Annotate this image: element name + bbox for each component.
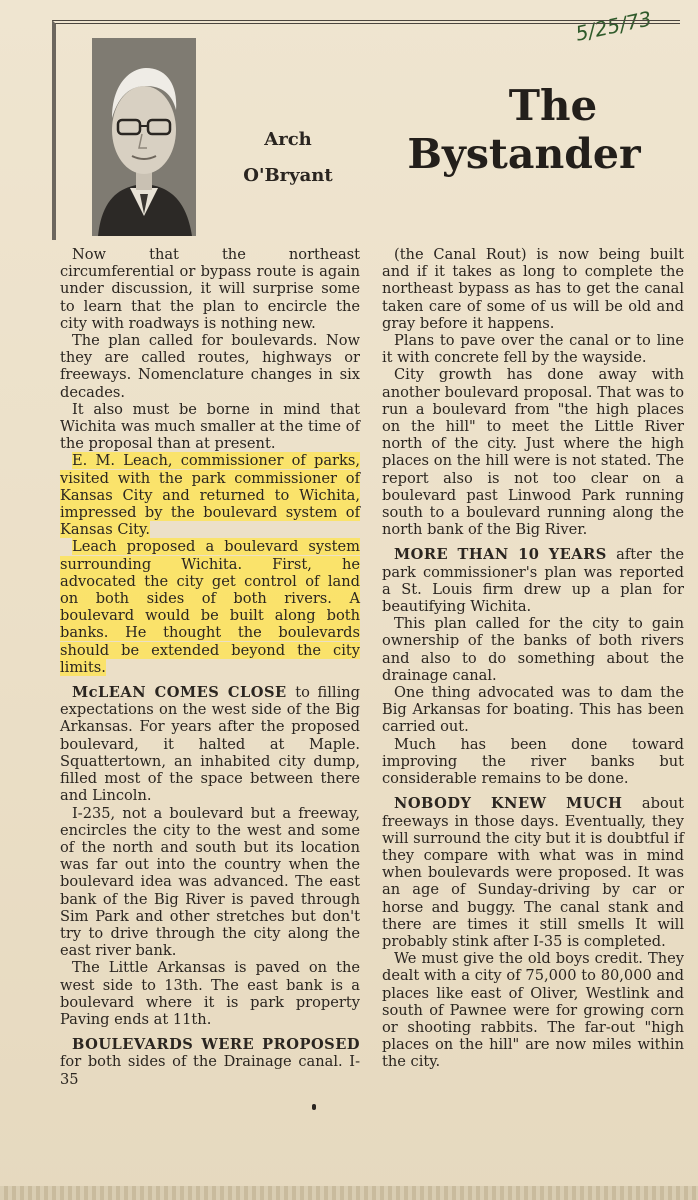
torn-bottom-edge: [0, 1186, 698, 1200]
paragraph: [382, 546, 684, 615]
author-photo: [92, 38, 196, 236]
paragraph-text: to filling expectations on the west side of the Big Arkansas. For years after the proposed boulevard, it halted at Maple. Squattertown, an inhabited city dump, filled most of the space between there and Lincoln.: [60, 684, 360, 805]
paragraph: [382, 366, 684, 538]
paragraph-text: Now that the northeast circumferential or bypass route is again under discussion, it will surprise some to learn that the plan to encircle the city with roadways is nothing new.: [60, 246, 360, 332]
article-column-right: [382, 246, 684, 1071]
paragraph-text: We must give the old boys credit. They dealt with a city of 75,000 to 80,000 and places like east of Oliver, Westlink and south of Pawnee were for growing corn or shooting rabbits. The far-out "high places on the hill" are now miles within the city.: [382, 950, 684, 1071]
paragraph: [60, 959, 360, 1028]
print-mark: [312, 1104, 316, 1110]
paragraph-text: for both sides of the Drainage canal. I-35: [60, 1053, 360, 1088]
paragraph: [382, 950, 684, 1070]
paragraph: [382, 332, 684, 366]
paragraph-text: Leach proposed a boulevard system surrounding Wichita. First, he advocated the city get control of land on both sides of both rivers. A boulevard would be built along both banks. He thought the boulevards should be extended beyond the city limits.: [60, 538, 360, 676]
paragraph: [382, 615, 684, 684]
paragraph-text: about freeways in those days. Eventually, they will surround the city but it is doubtful if they compare with what was in mind when boulevards were proposed. It was an age of Sunday-driving by car or horse and buggy. The canal stank and there are times it still smells It will probably stink after I-35 is completed.: [382, 795, 684, 950]
section-lead-in: BOULEVARDS WERE PROPOSED: [72, 1036, 360, 1054]
paragraph: [60, 332, 360, 401]
author-first-name: Arch: [264, 129, 312, 150]
paragraph-text: (the Canal Rout) is now being built and if it takes as long to complete the northeast bypass as has to get the canal taken care of some of us will be old and gray before it happens.: [382, 246, 684, 332]
paragraph-text: One thing advocated was to dam the Big Arkansas for boating. This has been carried out.: [382, 684, 684, 736]
author-last-name: O'Bryant: [243, 165, 333, 186]
column-title-line-1: The: [508, 81, 598, 130]
section-lead-in: MORE THAN 10 YEARS: [394, 546, 617, 564]
paragraph: [60, 401, 360, 453]
paragraph-text: Plans to pave over the canal or to line it with concrete fell by the wayside.: [382, 332, 684, 367]
paragraph: [60, 538, 360, 676]
paragraph-text: City growth has done away with another boulevard proposal. That was to run a boulevard from "the high places on the hill" to meet the Little River north of the city. Just where the high places on the hill were is not stated. The report also is not too clear on a boulevard past Linwood Park running south to a boulevard running along the north bank of the Big River.: [382, 366, 684, 539]
paragraph-text: The plan called for boulevards. Now they are called routes, highways or freeways. Nomenclature changes in six decades.: [60, 332, 360, 401]
paragraph: [382, 795, 684, 950]
paragraph: [382, 684, 684, 736]
column-title: [380, 82, 680, 178]
paragraph-text: The Little Arkansas is paved on the west side to 13th. The east bank is a boulevard where it is park property Paving ends at 11th.: [60, 959, 360, 1028]
author-byline: [218, 122, 358, 194]
paragraph: [60, 246, 360, 332]
paragraph-text: It also must be borne in mind that Wichita was much smaller at the time of the proposal than at present.: [60, 400, 360, 453]
paragraph: [60, 805, 360, 960]
paragraph-text: E. M. Leach, commissioner of parks, visited with the park commissioner of Kansas City and returned to Wichita, impressed by the boulevard system of Kansas City.: [60, 452, 360, 539]
paragraph-text: Much has been done toward improving the river banks but considerable remains to be done.: [382, 735, 684, 788]
article-column-left: [60, 246, 360, 1088]
section-lead-in: NOBODY KNEW MUCH: [394, 795, 642, 813]
paragraph: [60, 684, 360, 804]
paragraph-text: after the park commissioner's plan was reported a St. Louis firm drew up a plan for beautifying Wichita.: [382, 546, 684, 616]
paragraph: [382, 246, 684, 332]
paragraph: [382, 736, 684, 788]
paragraph: [60, 1036, 360, 1088]
column-title-line-2: Bystander: [407, 130, 641, 178]
paragraph-text: This plan called for the city to gain ownership of the banks of both rivers and also to do something about the drainage canal.: [382, 615, 684, 684]
section-lead-in: McLEAN COMES CLOSE: [72, 684, 296, 702]
paragraph: [60, 452, 360, 538]
paragraph-text: I-235, not a boulevard but a freeway, encircles the city to the west and some of the north and south but its location was far out into the country when the boulevard idea was advanced. The east bank of the Big River is paved through Sim Park and other stretches but don't try to drive through the city along the east river bank.: [60, 804, 360, 960]
handwritten-date: 5/25/73: [573, 6, 654, 46]
